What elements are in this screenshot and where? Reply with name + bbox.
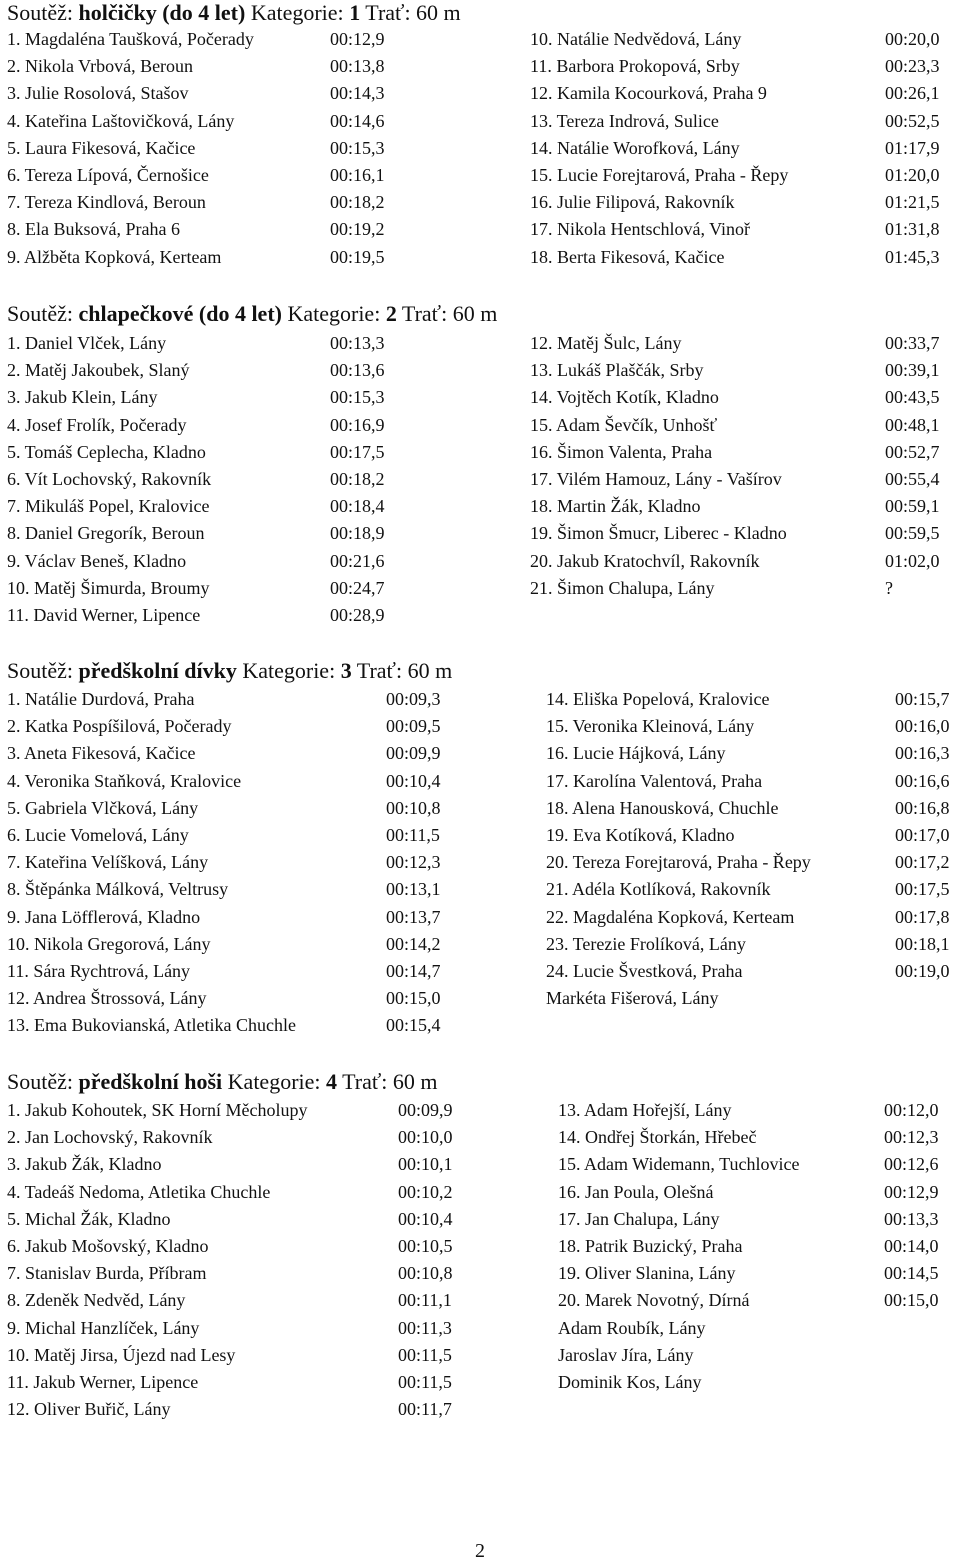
result-time: 00:12,3 <box>386 852 441 873</box>
competitor-name: 6. Jakub Mošovský, Kladno <box>7 1236 209 1256</box>
competitor-name: 19. Oliver Slanina, Lány <box>558 1263 736 1284</box>
competitor-name: 18. Berta Fikesová, Kačice <box>530 246 725 267</box>
competitor-name: 9. Václav Beneš, Kladno <box>7 550 187 571</box>
competitor-name: 4. Veronika Staňková, Kralovice <box>7 770 242 791</box>
result-time: 00:13,1 <box>386 879 441 900</box>
result-time: 00:10,5 <box>398 1236 453 1256</box>
result-time: 00:12,9 <box>884 1181 939 1202</box>
result-time: 00:11,3 <box>398 1317 452 1338</box>
result-time: 00:10,0 <box>398 1127 453 1148</box>
result-time: 00:20,0 <box>885 29 940 49</box>
result-time: 00:09,3 <box>386 689 441 709</box>
competitor-name: 24. Lucie Švestková, Praha <box>546 961 743 981</box>
competitor-name: 16. Jan Poula, Olešná <box>558 1181 714 1202</box>
competitor-name: 14. Natálie Worofková, Lány <box>530 137 740 158</box>
competitor-name: 21. Šimon Chalupa, Lány <box>530 577 715 598</box>
competitor-name: 11. Jakub Werner, Lipence <box>7 1372 199 1392</box>
competition-name: holčičky (do 4 let) <box>78 0 246 25</box>
result-time: 00:59,5 <box>885 523 940 544</box>
result-time: 00:17,2 <box>895 852 950 873</box>
result-time: 00:09,5 <box>386 716 441 737</box>
competitor-name: Dominik Kos, Lány <box>558 1372 702 1392</box>
competitor-name: 15. Veronika Kleinová, Lány <box>546 716 755 737</box>
competitor-name: 10. Natálie Nedvědová, Lány <box>530 29 742 49</box>
result-time: 00:19,5 <box>330 246 385 267</box>
track-length: Trať: 60 m <box>360 0 461 25</box>
category-label: Kategorie: <box>222 1069 327 1094</box>
result-time: 00:12,6 <box>884 1154 939 1175</box>
competitor-name: 17. Jan Chalupa, Lány <box>558 1208 720 1229</box>
competitor-name: 18. Martin Žák, Kladno <box>530 496 701 517</box>
competitor-name: 1. Magdaléna Taušková, Počerady <box>7 29 254 49</box>
competitor-name: 14. Eliška Popelová, Kralovice <box>546 689 770 709</box>
competitor-name: 7. Tereza Kindlová, Beroun <box>7 192 206 213</box>
competitor-name: 6. Vít Lochovský, Rakovník <box>7 469 212 489</box>
competitor-name: 17. Vilém Hamouz, Lány - Vašírov <box>530 469 782 489</box>
result-time: 01:02,0 <box>885 550 940 571</box>
competitor-name: 13. Tereza Indrová, Sulice <box>530 110 719 131</box>
result-time: 00:59,1 <box>885 496 940 517</box>
category-label: Kategorie: <box>245 0 350 25</box>
competitor-name: 22. Magdaléna Kopková, Kerteam <box>546 906 795 927</box>
competitor-name: 17. Karolína Valentová, Praha <box>546 770 763 791</box>
competitor-name: 8. Zdeněk Nedvěd, Lány <box>7 1290 186 1311</box>
result-time: 00:52,5 <box>885 110 940 131</box>
competitor-name: 1. Jakub Kohoutek, SK Horní Měcholupy <box>7 1100 308 1120</box>
result-time: 01:31,8 <box>885 219 940 240</box>
section-heading <box>7 301 497 327</box>
result-time: 00:55,4 <box>885 469 940 489</box>
result-time: 00:18,2 <box>330 192 385 213</box>
result-time: 00:19,0 <box>895 961 950 981</box>
result-time: 00:33,7 <box>885 333 940 353</box>
result-time: 00:52,7 <box>885 441 940 462</box>
section-heading <box>7 1069 438 1095</box>
competition-name: předškolní hoši <box>78 1069 223 1094</box>
result-time: 00:14,2 <box>386 933 441 954</box>
result-time: 00:10,4 <box>398 1208 453 1229</box>
competitor-name: 3. Julie Rosolová, Stašov <box>7 83 189 104</box>
result-time: 00:16,0 <box>895 716 950 737</box>
competitor-name: 21. Adéla Kotlíková, Rakovník <box>546 879 771 900</box>
result-time: 00:16,3 <box>895 743 950 764</box>
competitor-name: 18. Alena Hanousková, Chuchle <box>546 797 779 818</box>
section-heading <box>7 658 452 684</box>
competitor-name: 5. Tomáš Ceplecha, Kladno <box>7 441 206 462</box>
result-time: 00:18,9 <box>330 523 385 544</box>
result-time: 00:11,5 <box>398 1344 452 1365</box>
competitor-name: 11. Barbora Prokopová, Srby <box>530 56 740 77</box>
competitor-name: 2. Nikola Vrbová, Beroun <box>7 56 194 77</box>
competitor-name: 3. Jakub Klein, Lány <box>7 387 158 408</box>
competitor-name: 3. Jakub Žák, Kladno <box>7 1154 162 1175</box>
result-time: 00:11,5 <box>386 825 440 845</box>
competitor-name: 1. Natálie Durdová, Praha <box>7 689 195 709</box>
result-time: 01:20,0 <box>885 165 940 185</box>
competitor-name: 9. Michal Hanzlíček, Lány <box>7 1317 200 1338</box>
result-time: 00:21,6 <box>330 550 385 571</box>
competitor-name: 15. Lucie Forejtarová, Praha - Řepy <box>530 165 789 185</box>
competitor-name: 5. Laura Fikesová, Kačice <box>7 137 196 158</box>
competitor-name: 9. Alžběta Kopková, Kerteam <box>7 246 222 267</box>
competitor-name: 12. Andrea Štrossová, Lány <box>7 988 207 1009</box>
track-length: Trať: 60 m <box>337 1069 438 1094</box>
result-time: 00:23,3 <box>885 56 940 77</box>
competitor-name: 13. Ema Bukovianská, Atletika Chuchle <box>7 1015 296 1036</box>
category-number: 3 <box>340 658 352 683</box>
competition-name: předškolní dívky <box>78 658 237 683</box>
result-time: 00:28,9 <box>330 605 385 625</box>
competitor-name: 20. Jakub Kratochvíl, Rakovník <box>530 550 760 571</box>
competitor-name: 15. Adam Widemann, Tuchlovice <box>558 1154 800 1175</box>
result-time: 00:48,1 <box>885 414 940 435</box>
competitor-name: 4. Josef Frolík, Počerady <box>7 414 187 435</box>
competitor-name: 8. Štěpánka Málková, Veltrusy <box>7 879 229 900</box>
result-time: 00:15,4 <box>386 1015 441 1036</box>
competitor-name: 16. Julie Filipová, Rakovník <box>530 192 735 213</box>
competitor-name: Jaroslav Jíra, Lány <box>558 1344 694 1365</box>
result-time: 00:17,5 <box>895 879 950 900</box>
competitor-name: 11. David Werner, Lipence <box>7 605 201 625</box>
heading-prefix: Soutěž: <box>7 0 79 25</box>
result-time: 01:17,9 <box>885 137 940 158</box>
result-time: 00:15,7 <box>895 689 950 709</box>
section-heading <box>7 0 461 26</box>
competitor-name: 2. Matěj Jakoubek, Slaný <box>7 360 190 381</box>
category-label: Kategorie: <box>281 301 386 326</box>
result-time: 00:16,1 <box>330 165 385 185</box>
result-time: 00:13,3 <box>330 333 385 353</box>
competitor-name: 7. Kateřina Velíšková, Lány <box>7 852 209 873</box>
competitor-name: 8. Daniel Gregorík, Beroun <box>7 523 205 544</box>
result-time: 00:14,6 <box>330 110 385 131</box>
result-time: 00:26,1 <box>885 83 940 104</box>
competitor-name: 14. Ondřej Štorkán, Hřebeč <box>558 1127 757 1148</box>
result-time: 00:16,6 <box>895 770 950 791</box>
result-time: 00:18,4 <box>330 496 385 517</box>
competitor-name: 7. Stanislav Burda, Příbram <box>7 1263 207 1284</box>
result-time: 00:19,2 <box>330 219 385 240</box>
competitor-name: 12. Kamila Kocourková, Praha 9 <box>530 83 767 104</box>
competitor-name: 12. Matěj Šulc, Lány <box>530 333 682 353</box>
result-time: 01:45,3 <box>885 246 940 267</box>
result-time: 00:15,3 <box>330 387 385 408</box>
result-time: 00:12,3 <box>884 1127 939 1148</box>
competitor-name: 3. Aneta Fikesová, Kačice <box>7 743 196 764</box>
competitor-name: 20. Marek Novotný, Dírná <box>558 1290 750 1311</box>
category-number: 1 <box>349 0 361 25</box>
result-time: 00:09,9 <box>386 743 441 764</box>
result-time: 00:11,5 <box>398 1372 452 1392</box>
competitor-name: 1. Daniel Vlček, Lány <box>7 333 167 353</box>
competition-name: chlapečkové (do 4 let) <box>78 301 282 326</box>
track-length: Trať: 60 m <box>396 301 498 326</box>
competitor-name: 4. Tadeáš Nedoma, Atletika Chuchle <box>7 1181 271 1202</box>
competitor-name: 10. Matěj Šimurda, Broumy <box>7 577 210 598</box>
result-time: 00:12,9 <box>330 29 385 49</box>
result-time: ? <box>885 577 893 598</box>
competitor-name: 10. Matěj Jirsa, Újezd nad Lesy <box>7 1344 236 1365</box>
result-time: 00:10,4 <box>386 770 441 791</box>
competitor-name: 2. Katka Pospíšilová, Počerady <box>7 716 232 737</box>
result-time: 00:15,0 <box>884 1290 939 1311</box>
result-time: 00:39,1 <box>885 360 940 381</box>
result-time: 00:11,1 <box>398 1290 452 1311</box>
competitor-name: 13. Adam Hořejší, Lány <box>558 1100 732 1120</box>
result-time: 00:10,2 <box>398 1181 453 1202</box>
competitor-name: 16. Lucie Hájková, Lány <box>546 743 726 764</box>
competitor-name: 6. Tereza Lípová, Černošice <box>7 165 209 185</box>
competitor-name: 7. Mikuláš Popel, Kralovice <box>7 496 210 517</box>
result-time: 00:17,0 <box>895 825 950 845</box>
heading-prefix: Soutěž: <box>7 658 79 683</box>
result-time: 00:10,1 <box>398 1154 453 1175</box>
result-time: 00:13,6 <box>330 360 385 381</box>
result-time: 00:10,8 <box>386 797 441 818</box>
category-label: Kategorie: <box>236 658 341 683</box>
result-time: 00:12,0 <box>884 1100 939 1120</box>
category-number: 4 <box>326 1069 338 1094</box>
competitor-name: 19. Eva Kotíková, Kladno <box>546 825 735 845</box>
competitor-name: 19. Šimon Šmucr, Liberec - Kladno <box>530 523 787 544</box>
result-time: 00:14,7 <box>386 961 441 981</box>
competitor-name: 8. Ela Buksová, Praha 6 <box>7 219 180 240</box>
result-time: 00:16,9 <box>330 414 385 435</box>
result-time: 00:18,1 <box>895 933 950 954</box>
result-time: 00:13,8 <box>330 56 385 77</box>
result-time: 00:10,8 <box>398 1263 453 1284</box>
competitor-name: 17. Nikola Hentschlová, Vinoř <box>530 219 751 240</box>
result-time: 00:16,8 <box>895 797 950 818</box>
competitor-name: 6. Lucie Vomelová, Lány <box>7 825 189 845</box>
result-time: 00:15,3 <box>330 137 385 158</box>
result-time: 00:17,8 <box>895 906 950 927</box>
heading-prefix: Soutěž: <box>7 301 79 326</box>
result-time: 00:09,9 <box>398 1100 453 1120</box>
page-number: 2 <box>475 1540 485 1562</box>
competitor-name: 11. Sára Rychtrová, Lány <box>7 961 191 981</box>
result-time: 00:24,7 <box>330 577 385 598</box>
competitor-name: 20. Tereza Forejtarová, Praha - Řepy <box>546 852 811 873</box>
result-time: 00:15,0 <box>386 988 441 1009</box>
heading-prefix: Soutěž: <box>7 1069 79 1094</box>
competitor-name: Markéta Fišerová, Lány <box>546 988 719 1009</box>
result-time: 00:18,2 <box>330 469 385 489</box>
track-length: Trať: 60 m <box>351 658 453 683</box>
competitor-name: 5. Gabriela Vlčková, Lány <box>7 797 199 818</box>
competitor-name: 13. Lukáš Plaščák, Srby <box>530 360 704 381</box>
competitor-name: 18. Patrik Buzický, Praha <box>558 1236 743 1256</box>
result-time: 00:17,5 <box>330 441 385 462</box>
result-time: 00:14,0 <box>884 1236 939 1256</box>
competitor-name: 15. Adam Ševčík, Unhošť <box>530 414 718 435</box>
result-time: 00:14,3 <box>330 83 385 104</box>
competitor-name: 12. Oliver Buřič, Lány <box>7 1399 171 1420</box>
result-time: 00:13,3 <box>884 1208 939 1229</box>
result-time: 01:21,5 <box>885 192 940 213</box>
result-time: 00:43,5 <box>885 387 940 408</box>
competitor-name: 4. Kateřina Laštovičková, Lány <box>7 110 235 131</box>
competitor-name: 2. Jan Lochovský, Rakovník <box>7 1127 213 1148</box>
competitor-name: 5. Michal Žák, Kladno <box>7 1208 171 1229</box>
competitor-name: 16. Šimon Valenta, Praha <box>530 441 713 462</box>
result-time: 00:14,5 <box>884 1263 939 1284</box>
result-time: 00:13,7 <box>386 906 441 927</box>
competitor-name: Adam Roubík, Lány <box>558 1317 706 1338</box>
competitor-name: 23. Terezie Frolíková, Lány <box>546 933 746 954</box>
result-time: 00:11,7 <box>398 1399 452 1420</box>
competitor-name: 9. Jana Löfflerová, Kladno <box>7 906 201 927</box>
competitor-name: 10. Nikola Gregorová, Lány <box>7 933 211 954</box>
competitor-name: 14. Vojtěch Kotík, Kladno <box>530 387 719 408</box>
category-number: 2 <box>385 301 397 326</box>
